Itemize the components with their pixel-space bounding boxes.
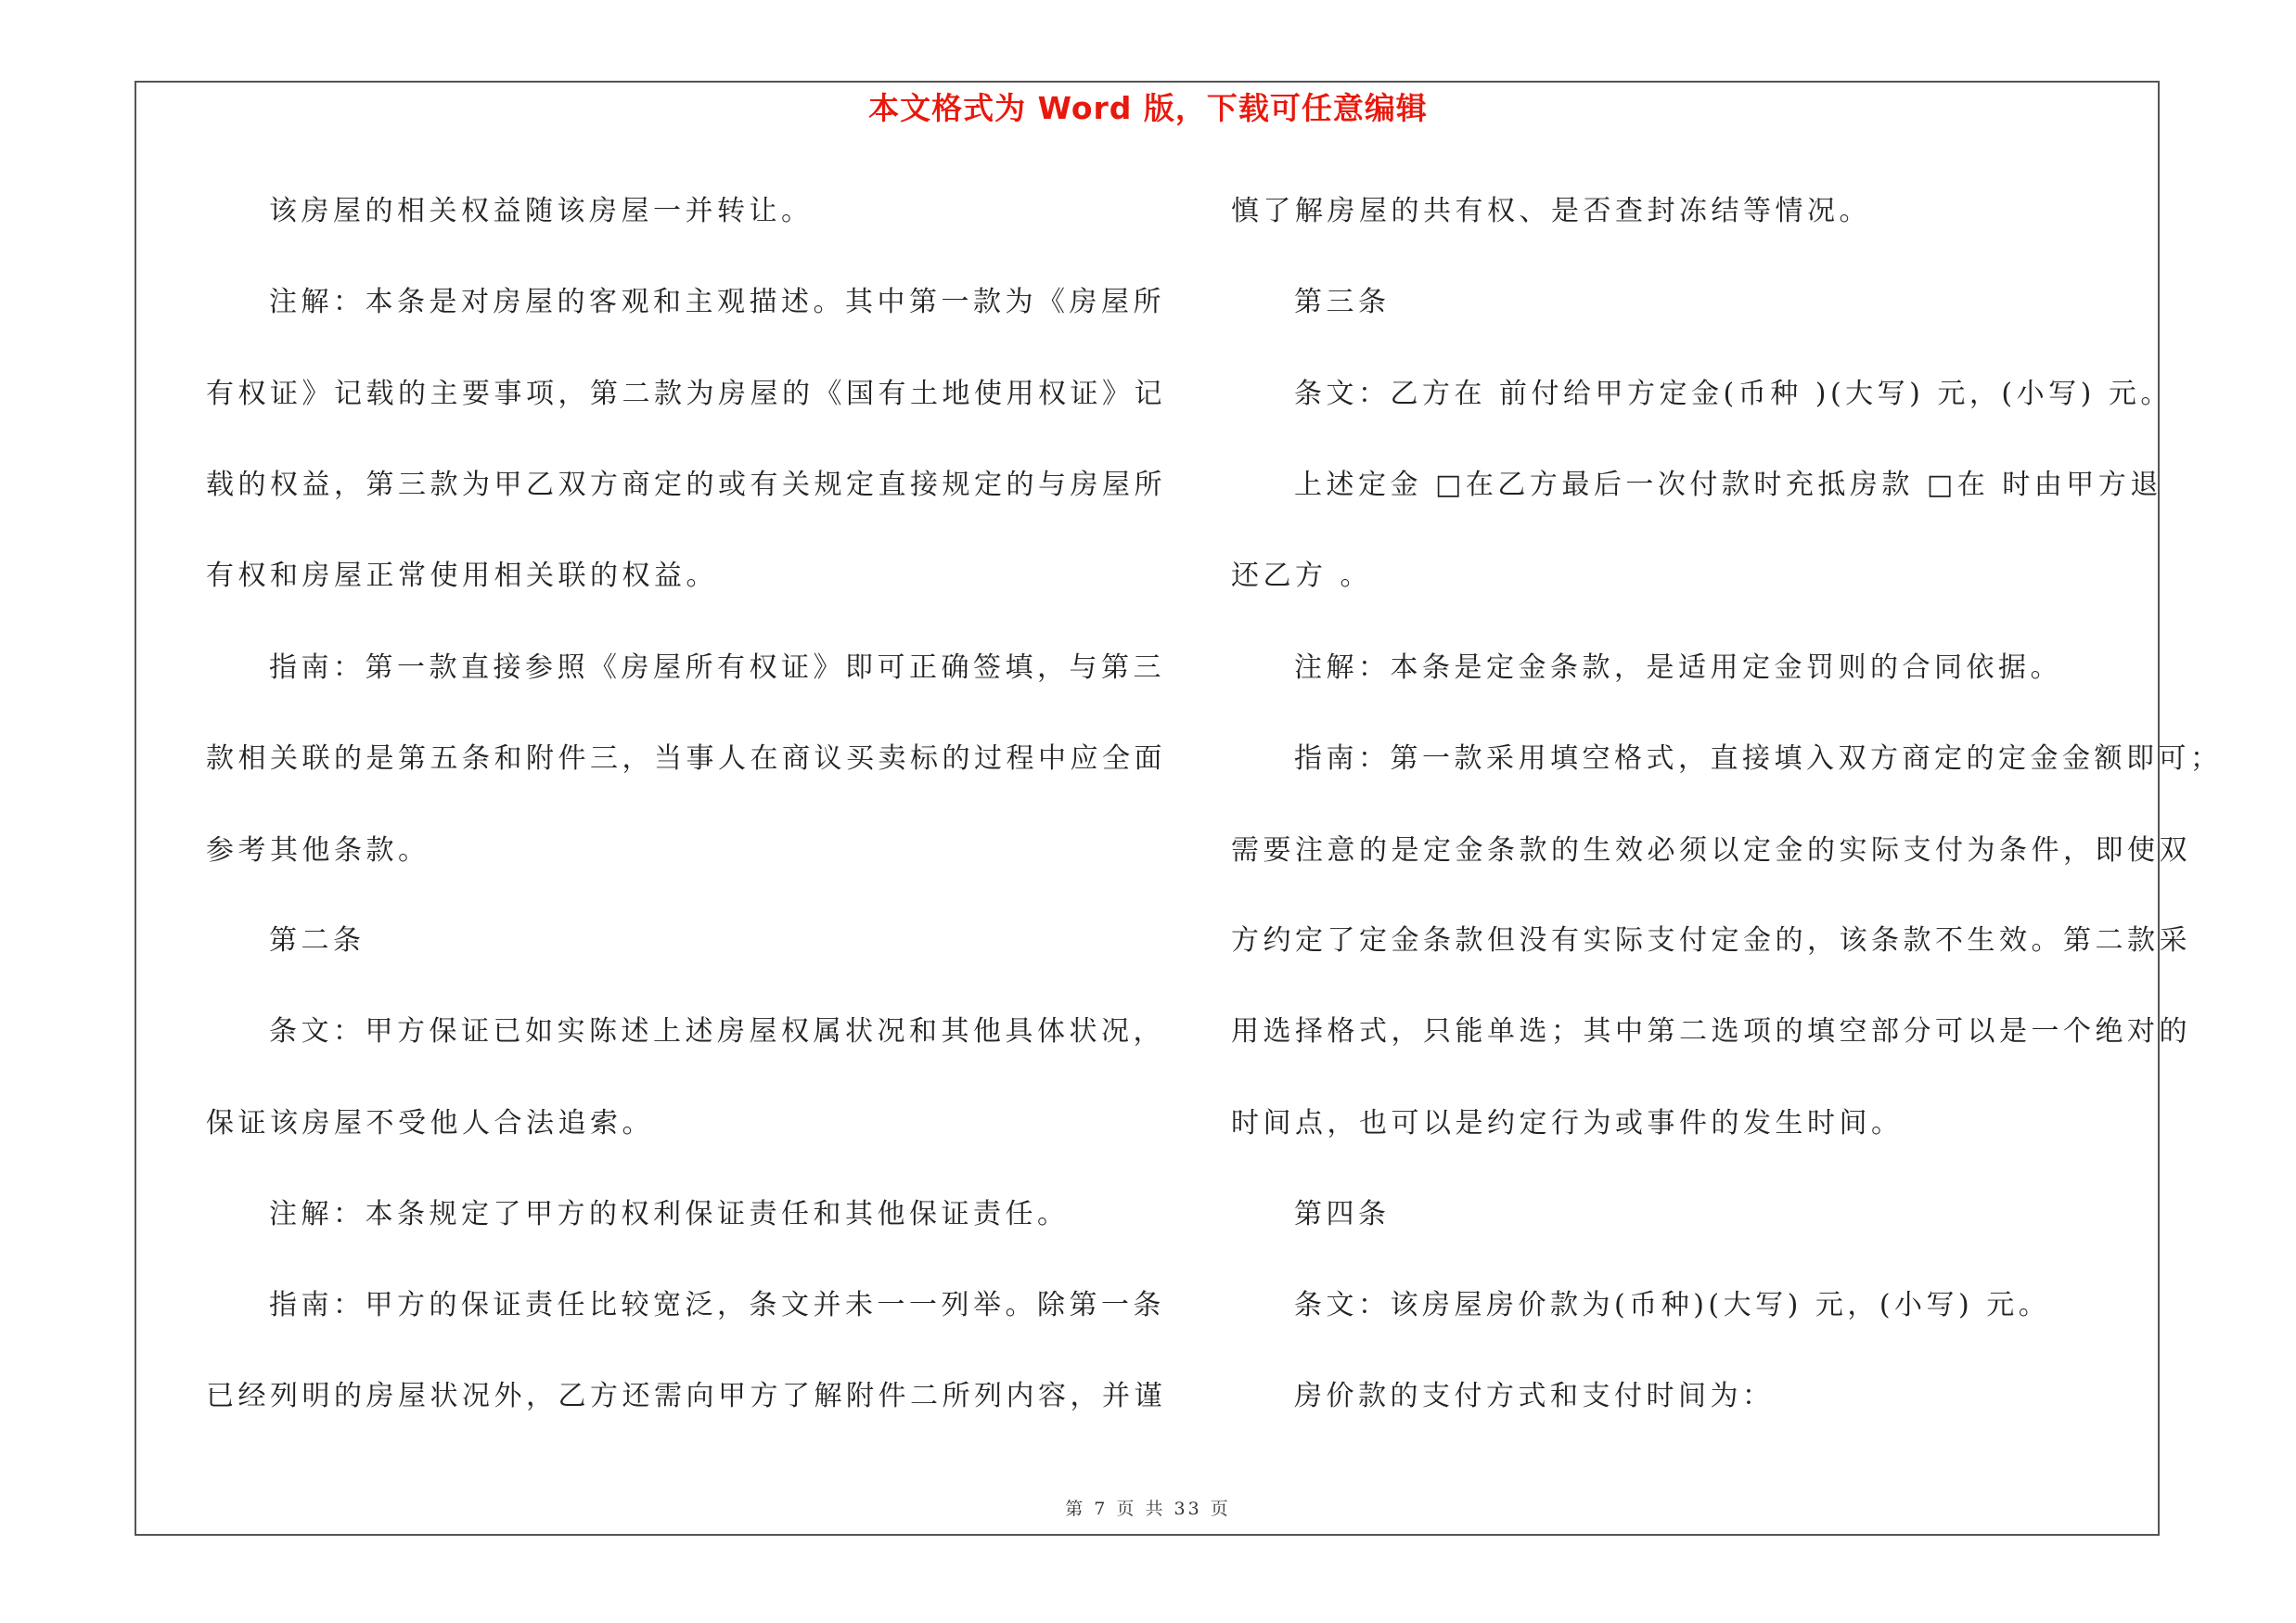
paragraph-line: 指南：第一款直接参照《房屋所有权证》即可正确签填，与第三 bbox=[269, 651, 1165, 684]
paragraph-line: 载的权益，第三款为甲乙双方商定的或有关规定直接规定的与房屋所 bbox=[206, 469, 1166, 501]
paragraph-line: 条文：该房屋房价款为(币种)(大写) 元，(小写) 元。 bbox=[1294, 1289, 2051, 1321]
paragraph-line: 指南：甲方的保证责任比较宽泛，条文并未一一列举。除第一条 bbox=[269, 1289, 1165, 1321]
paragraph-line: 参考其他条款。 bbox=[206, 834, 430, 867]
paragraph-line: 款相关联的是第五条和附件三，当事人在商议买卖标的过程中应全面 bbox=[206, 742, 1166, 775]
page-number: 第 7 页 共 33 页 bbox=[1065, 1499, 1231, 1519]
paragraph-line: 注解：本条是定金条款，是适用定金罚则的合同依据。 bbox=[1294, 651, 2062, 684]
paragraph-line: 还乙方 。 bbox=[1231, 560, 1373, 592]
article-heading: 第三条 bbox=[1294, 286, 1391, 318]
paragraph-line: 有权证》记载的主要事项，第二款为房屋的《国有土地使用权证》记 bbox=[206, 378, 1166, 410]
paragraph-line: 注解：本条规定了甲方的权利保证责任和其他保证责任。 bbox=[269, 1198, 1070, 1230]
paragraph-line: 保证该房屋不受他人合法追索。 bbox=[206, 1107, 654, 1140]
paragraph-line: 指南：第一款采用填空格式，直接填入双方商定的定金金额即可； bbox=[1294, 742, 2223, 775]
paragraph-line: 上述定金 □在乙方最后一次付款时充抵房款 □在 时由甲方退 bbox=[1294, 469, 2162, 501]
paragraph-line: 条文：甲方保证已如实陈述上述房屋权属状况和其他具体状况， bbox=[269, 1015, 1165, 1048]
paragraph-line: 已经列明的房屋状况外，乙方还需向甲方了解附件二所列内容，并谨 bbox=[206, 1380, 1166, 1412]
paragraph-line: 房价款的支付方式和支付时间为： bbox=[1294, 1380, 1775, 1412]
paragraph-line: 注解：本条是对房屋的客观和主观描述。其中第一款为《房屋所 bbox=[269, 286, 1165, 318]
paragraph-line: 时间点，也可以是约定行为或事件的发生时间。 bbox=[1231, 1107, 1904, 1140]
article-heading: 第二条 bbox=[269, 924, 366, 957]
paragraph-line: 需要注意的是定金条款的生效必须以定金的实际支付为条件，即使双 bbox=[1231, 834, 2191, 867]
paragraph-line: 条文：乙方在 前付给甲方定金(币种 )(大写) 元，(小写) 元。 bbox=[1294, 378, 2173, 410]
paragraph-line: 用选择格式，只能单选；其中第二选项的填空部分可以是一个绝对的 bbox=[1231, 1015, 2191, 1048]
article-heading: 第四条 bbox=[1294, 1198, 1391, 1230]
format-notice-banner: 本文格式为 Word 版，下载可任意编辑 bbox=[868, 90, 1428, 126]
paragraph-line: 慎了解房屋的共有权、是否查封冻结等情况。 bbox=[1231, 195, 1871, 227]
paragraph-line: 该房屋的相关权益随该房屋一并转让。 bbox=[269, 195, 814, 227]
paragraph-line: 有权和房屋正常使用相关联的权益。 bbox=[206, 560, 718, 592]
paragraph-line: 方约定了定金条款但没有实际支付定金的，该条款不生效。第二款采 bbox=[1231, 924, 2191, 957]
